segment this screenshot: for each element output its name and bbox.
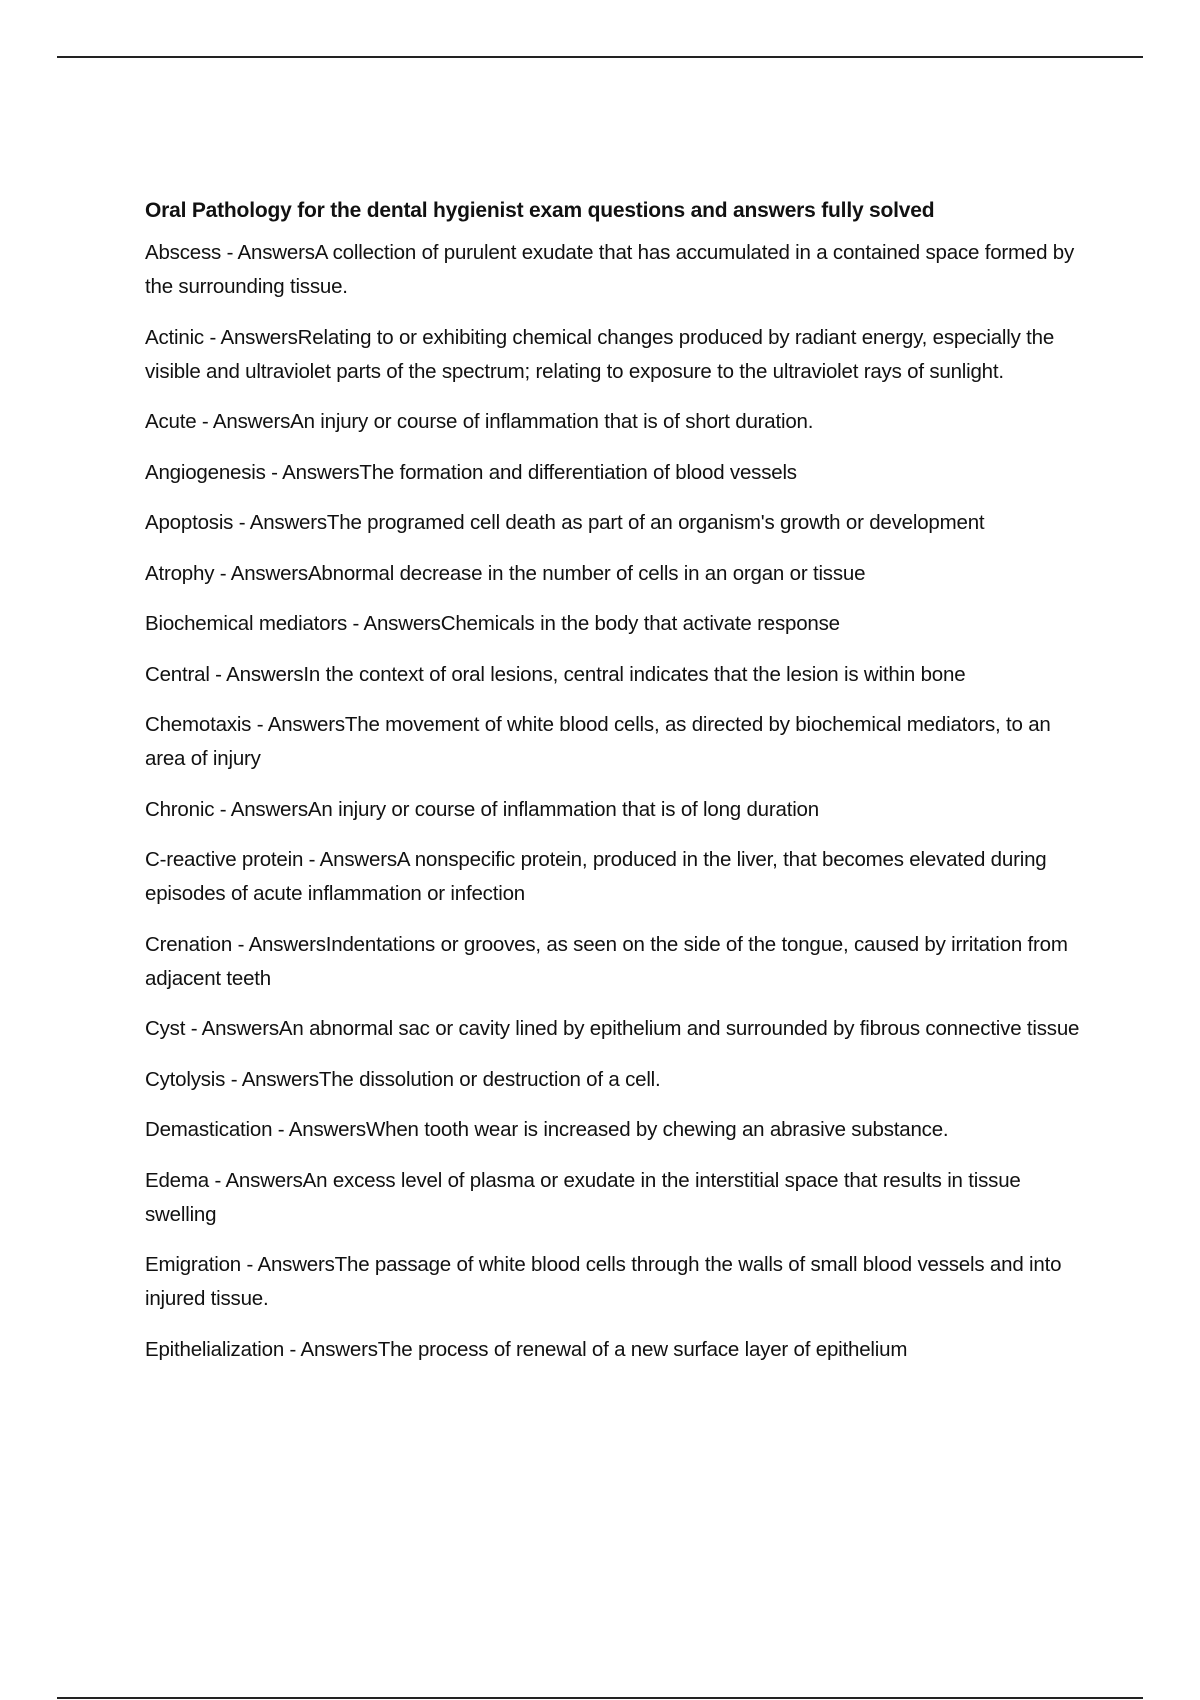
glossary-entry: Chronic - AnswersAn injury or course of inflammation that is of long duration (145, 797, 819, 821)
glossary-entry: Biochemical mediators - AnswersChemicals in the body that activate response (145, 612, 840, 635)
document-title: Oral Pathology for the dental hygienist exam questions and answers fully solved (145, 199, 935, 222)
glossary-entry: Cytolysis - AnswersThe dissolution or destruction of a cell. (145, 1067, 661, 1091)
glossary-entry: Actinic - AnswersRelating to or exhibiting chemical changes produced by radiant energy, especially the visible and ultraviolet parts of the spectrum; relating to exposure to the ultraviolet rays of sunlight. (145, 325, 1055, 383)
top-divider (57, 56, 1143, 58)
glossary-entry: Central - AnswersIn the context of oral lesions, central indicates that the lesion is within bone (145, 662, 966, 686)
glossary-entry: Acute - AnswersAn injury or course of inflammation that is of short duration. (145, 410, 814, 433)
glossary-entry: Apoptosis - AnswersThe programed cell death as part of an organism's growth or development (145, 511, 985, 534)
glossary-entry: Abscess - AnswersA collection of purulent exudate that has accumulated in a contained space formed by the surrounding tissue. (145, 241, 1075, 298)
glossary-entry: C-reactive protein - AnswersA nonspecific protein, produced in the liver, that becomes elevated during episodes of acute inflammation or infection (145, 848, 1047, 905)
glossary-entry: Angiogenesis - AnswersThe formation and differentiation of blood vessels (145, 460, 797, 484)
glossary-entry: Emigration - AnswersThe passage of white blood cells through the walls of small blood vessels and into injured tissue. (145, 1253, 1062, 1310)
page-content (145, 194, 1095, 1383)
glossary-list (145, 236, 1095, 1367)
glossary-entry: Cyst - AnswersAn abnormal sac or cavity lined by epithelium and surrounded by fibrous connective tissue (145, 1017, 1080, 1040)
glossary-entry: Epithelialization - AnswersThe process of renewal of a new surface layer of epithelium (145, 1337, 908, 1361)
glossary-entry: Crenation - AnswersIndentations or grooves, as seen on the side of the tongue, caused by irritation from adjacent teeth (145, 932, 1068, 990)
glossary-entry: Demastication - AnswersWhen tooth wear is increased by chewing an abrasive substance. (145, 1118, 949, 1141)
glossary-entry: Atrophy - AnswersAbnormal decrease in the number of cells in an organ or tissue (145, 561, 866, 585)
glossary-entry: Chemotaxis - AnswersThe movement of white blood cells, as directed by biochemical mediators, to an area of injury (145, 713, 1051, 770)
glossary-entry: Edema - AnswersAn excess level of plasma or exudate in the interstitial space that results in tissue swelling (145, 1168, 1021, 1226)
bottom-divider (57, 1697, 1143, 1699)
